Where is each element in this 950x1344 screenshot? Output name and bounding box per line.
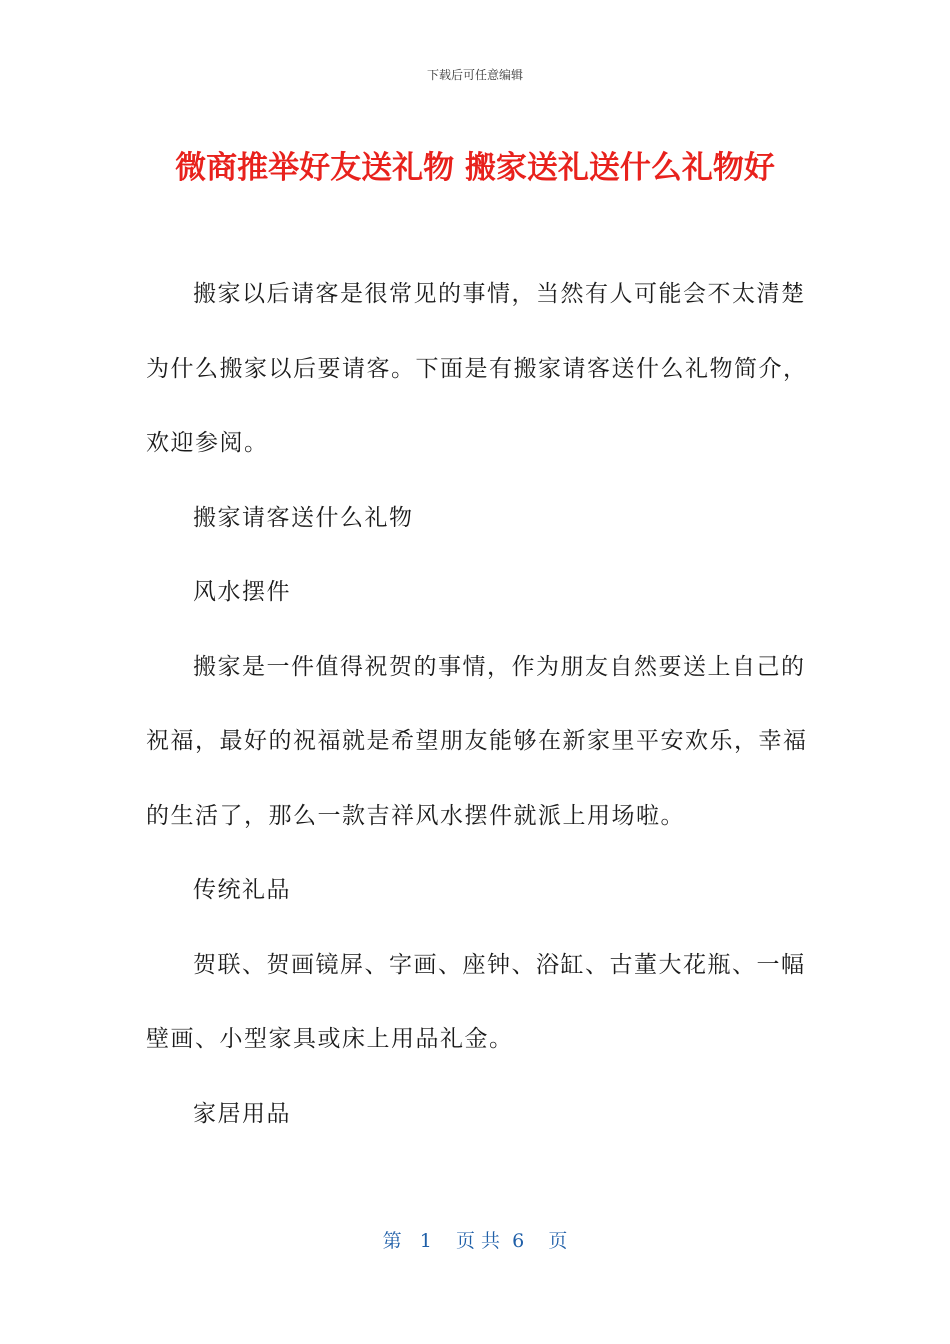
paragraph-line: 的生活了，那么一款吉祥风水摆件就派上用场啦。 — [146, 802, 685, 829]
page-indicator: 第 1 页 共 6 页 — [382, 1230, 568, 1252]
paragraph-line: 祝福，最好的祝福就是希望朋友能够在新家里平安欢乐，幸福 — [146, 728, 808, 754]
paragraph-line: 搬家是一件值得祝贺的事情，作为朋友自然要送上自己的 — [193, 653, 806, 680]
section-heading: 传统礼品 — [193, 877, 291, 903]
paragraph-line: 欢迎参阅。 — [146, 430, 269, 456]
section-heading: 家居用品 — [193, 1100, 291, 1127]
document-title: 微商推举好友送礼物 搬家送礼送什么礼物好 — [175, 150, 775, 186]
paragraph-line: 贺联、贺画镜屏、字画、座钟、浴缸、古董大花瓶、一幅 — [193, 951, 806, 978]
paragraph-line: 为什么搬家以后要请客。下面是有搬家请客送什么礼物简介， — [146, 355, 808, 382]
section-heading: 搬家请客送什么礼物 — [193, 504, 414, 531]
document-body — [146, 272, 806, 1166]
paragraph-line: 搬家以后请客是很常见的事情，当然有人可能会不太清楚 — [193, 281, 806, 307]
header-note: 下载后可任意编辑 — [426, 68, 523, 82]
section-heading: 风水摆件 — [193, 579, 291, 605]
paragraph-line: 壁画、小型家具或床上用品礼金。 — [146, 1026, 514, 1052]
